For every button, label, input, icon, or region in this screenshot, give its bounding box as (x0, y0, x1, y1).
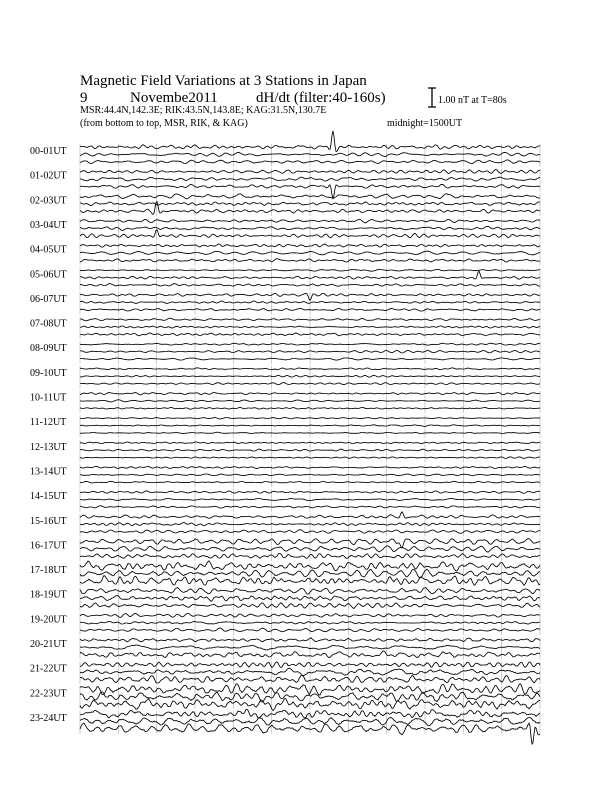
row-label: 14-15UT (30, 491, 67, 503)
row-label: 16-17UT (30, 540, 67, 552)
row-label: 18-19UT (30, 589, 67, 601)
row-label: 08-09UT (30, 343, 67, 355)
row-label: 04-05UT (30, 244, 67, 256)
row-label: 15-16UT (30, 515, 67, 527)
row-label: 02-03UT (30, 195, 67, 207)
row-label: 21-22UT (30, 663, 67, 675)
midnight-note: midnight=1500UT (387, 118, 463, 129)
row-label: 01-02UT (30, 170, 67, 182)
row-label: 05-06UT (30, 269, 67, 281)
quantity-label: dH/dt (filter:40-160s) (256, 90, 386, 106)
row-label: 00-01UT (30, 146, 67, 157)
date-month-year: Novembe2011 (130, 90, 218, 106)
row-label: 09-10UT (30, 367, 67, 379)
scale-bar (428, 88, 436, 107)
row-label: 07-08UT (30, 318, 67, 330)
row-label: 20-21UT (30, 639, 67, 650)
date-day: 9 (80, 90, 88, 106)
row-label: 03-04UT (30, 219, 67, 231)
row-label: 11-12UT (30, 417, 67, 429)
chart-title: Magnetic Field Variations at 3 Stations in Japan (80, 73, 367, 89)
row-label: 06-07UT (30, 293, 67, 305)
station-coordinates: MSR:44.4N,142.3E; RIK:43.5N,143.8E; KAG:31.5N,130.7E (80, 105, 327, 116)
row-label: 22-23UT (30, 688, 67, 700)
grid-lines (80, 144, 540, 734)
row-label: 13-14UT (30, 466, 67, 478)
row-label: 12-13UT (30, 441, 67, 453)
scale-bar-label: 1.00 nT at T=80s (438, 95, 507, 106)
row-label: 10-11UT (30, 392, 67, 404)
station-order-note: (from bottom to top, MSR, RIK, & KAG) (80, 118, 248, 129)
row-label: 23-24UT (30, 712, 67, 724)
row-label: 17-18UT (30, 565, 67, 577)
row-label: 19-20UT (30, 614, 67, 626)
